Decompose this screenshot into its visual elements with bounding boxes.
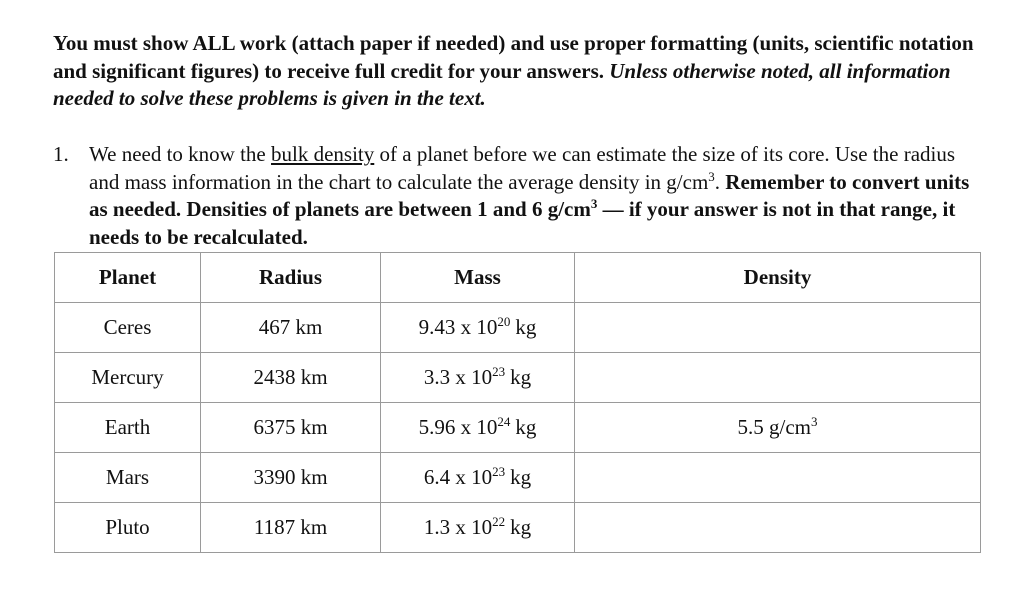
mass-coefficient: 5.96 x 10 [418, 415, 498, 439]
mass-cell [381, 353, 575, 403]
instructions-italic: Unless otherwise noted, all information needed to solve these problems is given in the text. [53, 58, 951, 110]
radius-cell: 2438 km [201, 353, 381, 403]
question-body [89, 141, 983, 251]
radius-cell: 467 km [201, 303, 381, 353]
question-unit-superscript: 3 [708, 168, 715, 184]
bold-note-part2: — if your answer is not in that range, it needs to be recalculated. [89, 197, 956, 249]
table-header-row [55, 253, 981, 303]
radius-cell: 1187 km [201, 503, 381, 553]
mass-exponent: 23 [492, 464, 506, 479]
mass-unit: kg [515, 415, 537, 439]
mass-cell [381, 503, 575, 553]
mass-cell [381, 453, 575, 503]
mass-coefficient: 6.4 x 10 [423, 465, 493, 489]
mass-exponent: 24 [497, 414, 511, 429]
instructions [53, 30, 983, 113]
bulk-density-term: bulk density [271, 142, 375, 166]
planet-cell: Mars [55, 453, 201, 503]
mass-unit: kg [510, 365, 532, 389]
density-value: 5.5 g/cm [737, 415, 811, 439]
instructions-bold: You must show ALL work (attach paper if needed) and use proper formatting (units, scientific notation and significant figures) to receive full credit for your answers. [53, 31, 974, 83]
mass-cell [381, 403, 575, 453]
planet-cell: Mercury [55, 353, 201, 403]
mass-exponent: 22 [492, 514, 506, 529]
mass-coefficient: 9.43 x 10 [418, 315, 498, 339]
bold-note-superscript: 3 [590, 196, 598, 211]
mass-unit: kg [515, 315, 537, 339]
mass-unit: kg [510, 465, 532, 489]
question-text-period: . [714, 169, 721, 194]
mass-coefficient: 1.3 x 10 [423, 515, 493, 539]
density-cell[interactable] [575, 503, 981, 553]
table-row [55, 403, 981, 453]
table-row [55, 303, 981, 353]
density-cell[interactable] [575, 353, 981, 403]
mass-exponent: 23 [492, 364, 506, 379]
header-mass: Mass [381, 253, 575, 303]
question-number: 1. [53, 142, 69, 166]
table-row [55, 453, 981, 503]
planet-cell: Earth [55, 403, 201, 453]
table-row [55, 353, 981, 403]
question-text-middle: of a planet before we can estimate the size of its core. Use the radius and mass information in the chart to calculate the average density in g/cm [89, 142, 956, 194]
density-cell[interactable] [575, 403, 981, 453]
radius-cell: 6375 km [201, 403, 381, 453]
density-cell[interactable] [575, 453, 981, 503]
density-cell[interactable] [575, 303, 981, 353]
planet-table [54, 252, 981, 553]
mass-exponent: 20 [497, 314, 511, 329]
table-row [55, 503, 981, 553]
mass-cell [381, 303, 575, 353]
question-text-start: We need to know the [89, 142, 266, 166]
header-radius: Radius [201, 253, 381, 303]
planet-cell: Ceres [55, 303, 201, 353]
question-1 [53, 141, 983, 251]
header-density: Density [575, 253, 981, 303]
radius-cell: 3390 km [201, 453, 381, 503]
density-exponent: 3 [811, 414, 818, 429]
bold-note-part1: Remember to convert units as needed. Densities of planets are between 1 and 6 g/cm [89, 169, 970, 221]
mass-unit: kg [510, 515, 532, 539]
planet-cell: Pluto [55, 503, 201, 553]
header-planet: Planet [55, 253, 201, 303]
mass-coefficient: 3.3 x 10 [423, 365, 493, 389]
